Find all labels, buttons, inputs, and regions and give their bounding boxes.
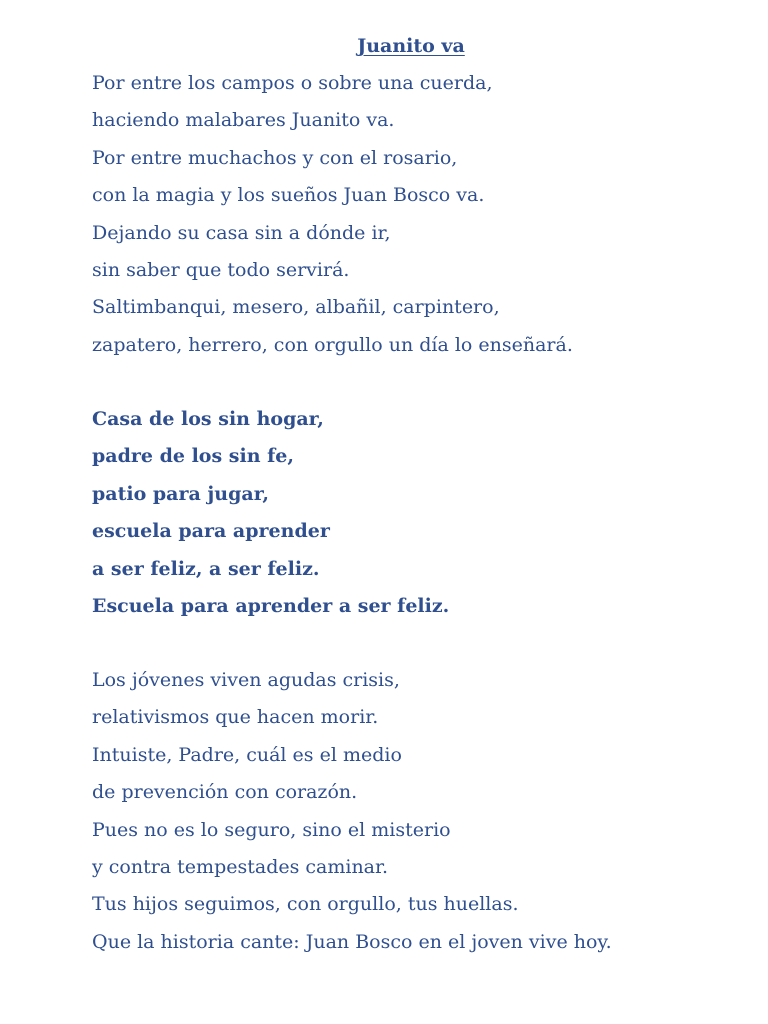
poem-line: y contra tempestades caminar. (92, 855, 389, 878)
poem-line: de prevención con corazón. (92, 781, 358, 804)
chorus-line: patio para jugar, (92, 482, 269, 505)
poem-line: Los jóvenes viven agudas crisis, (92, 669, 400, 691)
poem-line: Tus hijos seguimos, con orgullo, tus huellas. (92, 893, 519, 916)
chorus-line: padre de los sin fe, (92, 445, 295, 468)
poem-line: Saltimbanqui, mesero, albañil, carpintero, (92, 296, 500, 319)
poem-line: relativismos que hacen morir. (92, 706, 379, 729)
poem-line: Por entre muchachos y con el rosario, (92, 146, 458, 169)
chorus-line: a ser feliz, a ser feliz. (92, 557, 320, 580)
stanza-verse-2 (92, 662, 612, 961)
poem-title: Juanito va (357, 35, 465, 57)
poem-line: con la magia y los sueños Juan Bosco va. (92, 184, 485, 207)
poem-line: sin saber que todo servirá. (92, 258, 350, 281)
poem-line: Pues no es lo seguro, sino el misterio (92, 818, 451, 841)
stanza-chorus (92, 401, 449, 625)
chorus-line: Escuela para aprender a ser feliz. (92, 594, 450, 617)
chorus-line: escuela para aprender (92, 520, 330, 543)
poem-line: zapatero, herrero, con orgullo un día lo enseñará. (92, 333, 573, 356)
poem-line: haciendo malabares Juanito va. (92, 109, 395, 132)
chorus-line: Casa de los sin hogar, (92, 408, 324, 430)
poem-line: Intuiste, Padre, cuál es el medio (92, 743, 402, 766)
poem-line: Dejando su casa sin a dónde ir, (92, 221, 391, 244)
stanza-verse-1 (92, 65, 573, 364)
poem-line: Por entre los campos o sobre una cuerda, (92, 72, 493, 94)
poem-line: Que la historia cante: Juan Bosco en el joven vive hoy. (92, 930, 612, 953)
